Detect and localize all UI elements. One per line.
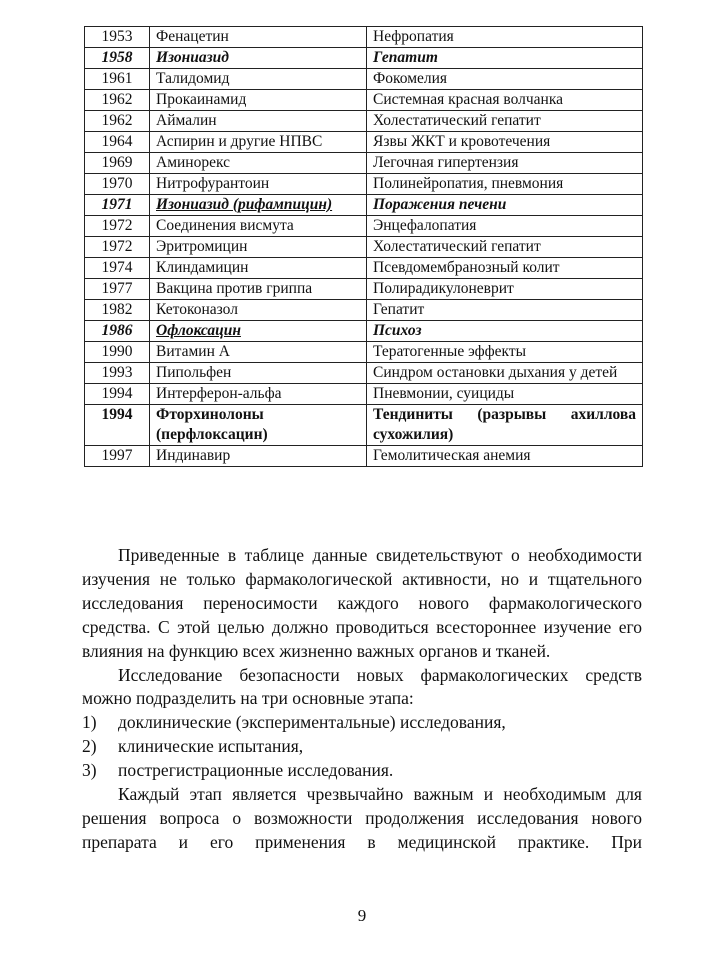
drug-cell: Эритромицин	[150, 237, 367, 258]
drug-cell: Кетоконазол	[150, 300, 367, 321]
table-body	[85, 27, 643, 467]
drug-cell-text: Офлоксацин	[156, 322, 241, 339]
effect-cell: Фокомелия	[367, 69, 643, 90]
year-cell: 1990	[85, 342, 150, 363]
body-text	[82, 544, 642, 855]
effect-cell: Гемолитическая анемия	[367, 446, 643, 467]
drug-cell: Вакцина против гриппа	[150, 279, 367, 300]
drug-cell: Талидомид	[150, 69, 367, 90]
year-cell: 1961	[85, 69, 150, 90]
table-row	[85, 27, 643, 48]
drug-cell	[150, 195, 367, 216]
year-cell: 1986	[85, 321, 150, 342]
list-item	[82, 759, 642, 783]
effect-cell: Легочная гипертензия	[367, 153, 643, 174]
table-row	[85, 48, 643, 69]
drug-cell: Изониазид	[150, 48, 367, 69]
year-cell: 1970	[85, 174, 150, 195]
year-cell: 1972	[85, 237, 150, 258]
paragraph: Исследование безопасности новых фармакологических средств можно подразделить на три основные этапа:	[82, 664, 642, 709]
effect-cell: Психоз	[367, 321, 643, 342]
table-row	[85, 174, 643, 195]
paragraph: Каждый этап является чрезвычайно важным и необходимым для решения вопроса о возможности продолжения исследования нового препарата и его применения в медицинской практике. При	[82, 784, 642, 852]
table-row	[85, 69, 643, 90]
drug-cell: Индинавир	[150, 446, 367, 467]
year-cell: 1977	[85, 279, 150, 300]
table-row	[85, 384, 643, 405]
drug-cell: Клиндамицин	[150, 258, 367, 279]
drug-cell: Фенацетин	[150, 27, 367, 48]
year-cell: 1974	[85, 258, 150, 279]
table-row	[85, 258, 643, 279]
effect-cell: Синдром остановки дыхания у детей	[367, 363, 643, 384]
effect-cell: Язвы ЖКТ и кровотечения	[367, 132, 643, 153]
year-cell: 1972	[85, 216, 150, 237]
page-number: 9	[357, 906, 367, 925]
list-text: клинические испытания,	[118, 736, 304, 757]
year-cell: 1958	[85, 48, 150, 69]
effect-cell: Гепатит	[367, 48, 643, 69]
drug-cell: Пипольфен	[150, 363, 367, 384]
table-row	[85, 195, 643, 216]
year-cell: 1953	[85, 27, 150, 48]
table-row	[85, 342, 643, 363]
drug-cell	[150, 321, 367, 342]
year-cell: 1964	[85, 132, 150, 153]
effect-cell: Энцефалопатия	[367, 216, 643, 237]
effect-cell: Гепатит	[367, 300, 643, 321]
table-row	[85, 446, 643, 467]
list-text: доклинические (экспериментальные) исследования,	[118, 712, 506, 733]
year-cell: 1997	[85, 446, 150, 467]
table-row	[85, 237, 643, 258]
table-row	[85, 132, 643, 153]
effect-cell: Поражения печени	[367, 195, 643, 216]
list-text: пострегистрационные исследования.	[118, 760, 394, 781]
effect-cell: Полирадикулоневрит	[367, 279, 643, 300]
effect-cell: Пневмонии, суициды	[367, 384, 643, 405]
year-cell: 1962	[85, 90, 150, 111]
effect-cell: Тендиниты (разрывы ахиллова сухожилия)	[367, 405, 643, 446]
drug-cell: Аминорекс	[150, 153, 367, 174]
effect-cell: Тератогенные эффекты	[367, 342, 643, 363]
list-item	[82, 711, 642, 735]
year-cell: 1994	[85, 405, 150, 446]
paragraph: Приведенные в таблице данные свидетельствуют о необходимости изучения не только фармакологической активности, но и тщательного исследования переносимости каждого нового фармакологического средства. С этой целью должно проводиться всестороннее изучение его влияния на функцию всех жизненно важных органов и тканей.	[82, 545, 642, 661]
list-number: 3)	[82, 760, 97, 781]
table-row	[85, 279, 643, 300]
effect-cell: Псевдомембранозный колит	[367, 258, 643, 279]
year-cell: 1982	[85, 300, 150, 321]
table-row	[85, 90, 643, 111]
effect-cell: Полинейропатия, пневмония	[367, 174, 643, 195]
list-number: 2)	[82, 736, 97, 757]
year-cell: 1994	[85, 384, 150, 405]
effect-cell: Нефропатия	[367, 27, 643, 48]
year-cell: 1969	[85, 153, 150, 174]
table-row	[85, 216, 643, 237]
year-cell: 1993	[85, 363, 150, 384]
effect-cell: Системная красная волчанка	[367, 90, 643, 111]
drug-cell: Прокаинамид	[150, 90, 367, 111]
drug-cell: Фторхинолоны (перфлоксацин)	[150, 405, 367, 446]
effect-cell: Холестатический гепатит	[367, 237, 643, 258]
drug-cell: Витамин А	[150, 342, 367, 363]
effect-cell: Холестатический гепатит	[367, 111, 643, 132]
drug-cell: Аспирин и другие НПВС	[150, 132, 367, 153]
drug-cell: Нитрофурантоин	[150, 174, 367, 195]
drug-cell-text: Изониазид (рифампицин)	[156, 196, 333, 213]
table-row	[85, 153, 643, 174]
table-row	[85, 363, 643, 384]
table-row	[85, 111, 643, 132]
drug-adverse-effects-table	[84, 26, 643, 467]
drug-cell: Соединения висмута	[150, 216, 367, 237]
table-row	[85, 300, 643, 321]
table-row	[85, 321, 643, 342]
drug-cell: Интерферон-альфа	[150, 384, 367, 405]
table-row	[85, 405, 643, 446]
year-cell: 1971	[85, 195, 150, 216]
list-number: 1)	[82, 712, 97, 733]
year-cell: 1962	[85, 111, 150, 132]
list-item	[82, 735, 642, 759]
drug-cell: Аймалин	[150, 111, 367, 132]
